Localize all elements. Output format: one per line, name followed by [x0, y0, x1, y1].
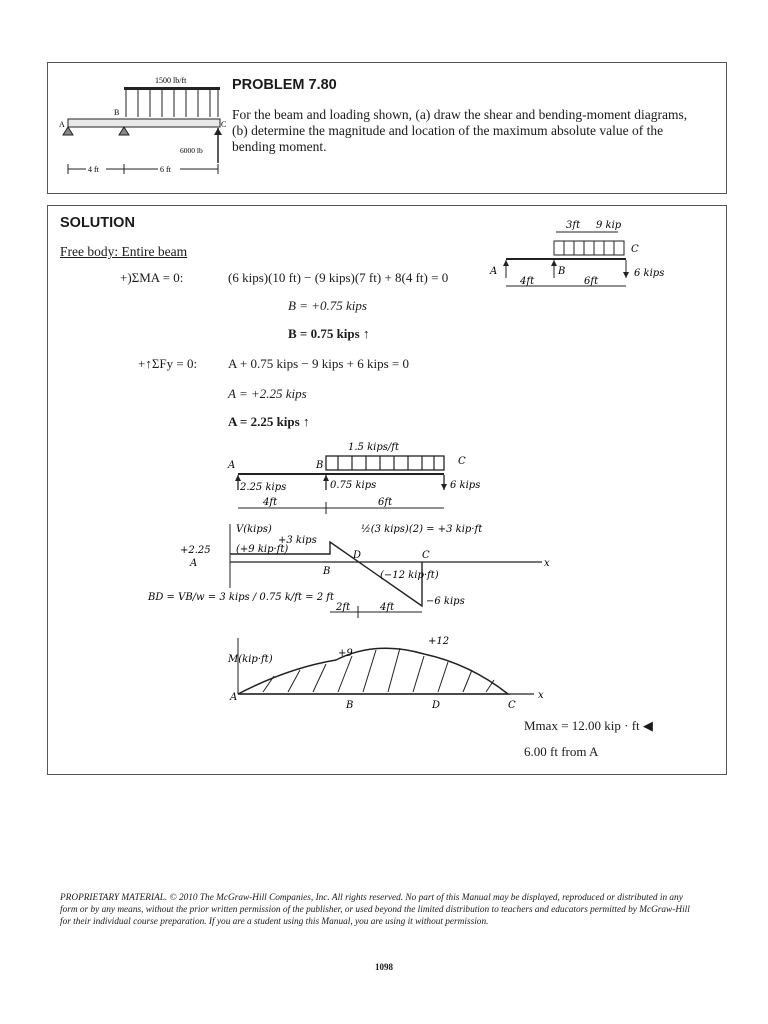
a-value: A = +2.25 kips — [228, 386, 307, 401]
eq-moment-lhs: +)ΣMA = 0: — [120, 270, 184, 285]
eq-moment: (6 kips)(10 ft) − (9 kips)(7 ft) + 8(4 ft) = 0 — [228, 270, 449, 285]
shear-va: +2.25 — [180, 545, 211, 556]
shear-area-dc: (−12 kip·ft) — [380, 570, 439, 581]
shear-axis-x: x — [544, 558, 550, 569]
b-result: B = 0.75 kips ↑ — [288, 326, 370, 341]
moment-label-a: A — [230, 692, 238, 703]
shear-label-d: D — [353, 550, 362, 561]
hand-shear-diagram — [136, 516, 606, 628]
problem-load-label: 1500 lb/ft — [155, 76, 187, 85]
shear-dim-2: 2ft — [336, 602, 351, 613]
fbd-sketch — [484, 214, 720, 294]
moment-mb: +9 — [338, 648, 353, 659]
answer-location: 6.00 ft from A — [524, 744, 599, 759]
problem-label-b: B — [114, 108, 120, 117]
hand-reaction-a: 2.25 kips — [240, 482, 287, 493]
hand-label-a: A — [228, 460, 236, 471]
support-b — [119, 127, 129, 135]
sketch-dim-4: 4ft — [520, 276, 535, 287]
footer-note: PROPRIETARY MATERIAL. © 2010 The McGraw-Hill Companies, Inc. All rights reserved. No part of this Manual may be displayed, reproduced or distributed in any form or by any means, without the prior written permission of the publisher, or used beyond the limited distribution to teachers and educators permitted by McGraw-Hill for their individual course preparation. If you are a student using this Manual, you are using it without permission. — [60, 893, 690, 927]
solution-box — [47, 205, 727, 775]
hand-force-c: 6 kips — [450, 480, 481, 491]
problem-dim-right: 6 ft — [160, 165, 171, 174]
hand-label-b: B — [316, 460, 324, 471]
problem-beam-figure — [58, 71, 228, 179]
eq-force-lhs: +↑ΣFy = 0: — [138, 356, 198, 371]
problem-title: PROBLEM 7.80 — [232, 77, 337, 93]
problem-label-c: C — [221, 120, 227, 129]
sketch-label-b: B — [558, 266, 566, 277]
hand-load-label: 1.5 kips/ft — [348, 442, 399, 453]
distributed-load-top — [124, 87, 220, 90]
sketch-label-c: C — [631, 244, 639, 255]
force-c-head — [214, 128, 222, 135]
shear-bd-calc: BD = VB/w = 3 kips / 0.75 k/ft = 2 ft — [148, 592, 334, 603]
moment-axis-x: x — [538, 690, 544, 701]
hand-reaction-b: 0.75 kips — [330, 480, 377, 491]
shear-area-ab: (+9 kip·ft) — [236, 544, 289, 555]
shear-axis-label: V(kips) — [236, 524, 272, 535]
distributed-load-arrows — [126, 90, 218, 117]
sketch-dim-6: 6ft — [584, 276, 599, 287]
sketch-dim-3: 3ft — [566, 220, 581, 231]
problem-label-a: A — [59, 120, 65, 129]
hand-dim-4: 4ft — [263, 497, 278, 508]
hand-dim-6: 6ft — [378, 497, 393, 508]
moment-label-d: D — [432, 700, 441, 711]
shear-jump: +3 kips — [278, 535, 317, 546]
shear-dim-4: 4ft — [380, 602, 395, 613]
hand-moment-diagram — [218, 634, 558, 716]
shear-v-end: −6 kips — [426, 596, 465, 607]
moment-label-b: B — [346, 700, 354, 711]
shear-label-a: A — [190, 558, 198, 569]
problem-beam — [68, 119, 220, 127]
problem-dim-left: 4 ft — [88, 165, 99, 174]
fbd-heading: Free body: Entire beam — [60, 244, 188, 259]
sketch-force-6: 6 kips — [634, 268, 665, 279]
problem-statement: For the beam and loading shown, (a) draw the shear and bending-moment diagrams, (b) determine the magnitude and location of the maximum absolute value of the bending moment. — [232, 107, 688, 154]
hand-label-c: C — [458, 456, 466, 467]
hand-load-block — [326, 456, 444, 470]
problem-force-label: 6000 lb — [180, 146, 203, 155]
shear-label-c: C — [422, 550, 430, 561]
shear-area-note: ½(3 kips)(2) = +3 kip·ft — [361, 524, 483, 535]
page-number: 1098 — [375, 962, 393, 972]
sketch-load-9: 9 kip — [596, 220, 622, 231]
problem-box — [47, 62, 727, 194]
answer-moment: Mmax = 12.00 kip · ft ◀ — [524, 718, 653, 733]
moment-axis-label: M(kip·ft) — [228, 654, 273, 665]
hand-beam-diagram — [218, 438, 518, 520]
sketch-label-a: A — [490, 266, 498, 277]
eq-force: A + 0.75 kips − 9 kips + 6 kips = 0 — [228, 356, 410, 371]
moment-label-c: C — [508, 700, 516, 711]
moment-curve — [238, 648, 508, 694]
solution-title: SOLUTION — [60, 215, 135, 231]
b-value: B = +0.75 kips — [288, 298, 367, 313]
moment-md: +12 — [428, 636, 450, 647]
shear-label-b: B — [323, 566, 331, 577]
a-result: A = 2.25 kips ↑ — [228, 414, 310, 429]
